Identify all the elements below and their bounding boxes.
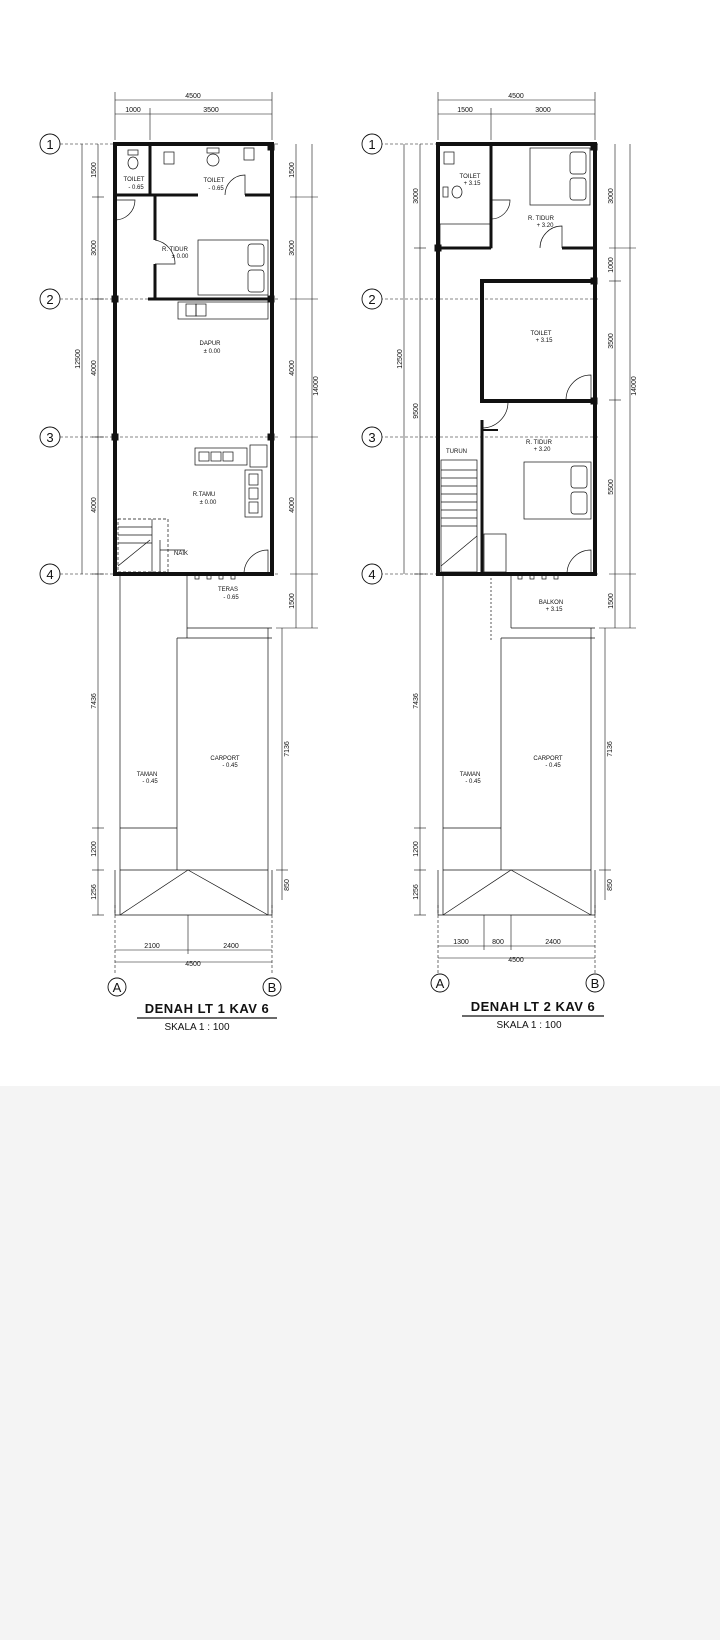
blank-area xyxy=(0,1086,720,1640)
bed-icon xyxy=(530,148,590,205)
label-toilet: TOILET xyxy=(203,178,225,184)
label-carport: CARPORT xyxy=(210,756,240,762)
label-bedroom: R. TIDUR xyxy=(162,247,188,253)
fixtures-lt1 xyxy=(128,148,268,517)
label-terrace: TERAS xyxy=(217,587,239,593)
dim-right-0: 3000 xyxy=(608,188,615,204)
plan-scale: SKALA 1 : 100 xyxy=(496,1020,562,1031)
label-toilet: TOILET xyxy=(123,177,145,183)
dim-left-1: 3000 xyxy=(91,240,98,256)
level-toilet: + 3.15 xyxy=(535,338,553,344)
walls-lt1 xyxy=(112,144,274,574)
dimensions-top-lt2 xyxy=(438,92,595,140)
label-living: R.TAMU xyxy=(192,492,216,498)
dim-bottom-m: 800 xyxy=(492,939,504,946)
dim-left-4: 7436 xyxy=(91,693,98,709)
dim-top-a: 1500 xyxy=(457,107,473,114)
side-table-icon xyxy=(250,445,267,467)
grid-label-2: 2 xyxy=(368,292,376,307)
dim-left-0: 3000 xyxy=(413,188,420,204)
plan-lt2 xyxy=(362,92,638,1031)
dim-bottom-a: 1300 xyxy=(453,939,469,946)
title-block-lt1 xyxy=(137,1001,277,1033)
dim-top-b: 3000 xyxy=(535,107,551,114)
label-garden: TAMAN xyxy=(136,772,158,778)
grid-bubbles-lt1 xyxy=(40,134,281,996)
plan-lt1 xyxy=(40,92,320,1033)
title-block-lt2 xyxy=(462,999,604,1031)
dim-right-5: 7136 xyxy=(284,741,291,757)
bed-icon xyxy=(198,240,268,295)
dim-right-2: 4000 xyxy=(289,360,296,376)
dim-left-3: 4000 xyxy=(91,497,98,513)
dim-right-total: 14000 xyxy=(313,376,320,396)
dim-right-3: 5500 xyxy=(608,479,615,495)
dim-left-4: 1256 xyxy=(413,884,420,900)
dim-bottom-b: 2400 xyxy=(545,939,561,946)
dim-left-2: 4000 xyxy=(91,360,98,376)
doors-lt2 xyxy=(482,200,591,574)
level-bedroom: + 3.20 xyxy=(536,223,554,229)
toilet-bowl-icon xyxy=(207,154,219,166)
level-garden: - 0.45 xyxy=(465,779,481,785)
site-lt2 xyxy=(438,573,595,915)
dim-bottom-total: 4500 xyxy=(185,961,201,968)
grid-label-3: 3 xyxy=(46,430,54,445)
label-bedroom: R. TIDUR xyxy=(526,440,552,446)
level-living: ± 0.00 xyxy=(199,500,217,506)
label-bedroom: R. TIDUR xyxy=(528,216,554,222)
level-terrace: - 0.65 xyxy=(223,595,239,601)
level-toilet: - 0.65 xyxy=(208,186,224,192)
label-balcony: BALKON xyxy=(538,600,564,606)
sofa-icon xyxy=(245,470,262,517)
stair-lt1 xyxy=(118,519,185,572)
dimensions-left-lt1 xyxy=(75,144,104,915)
dim-top-b: 3500 xyxy=(203,107,219,114)
dimensions-left-lt2 xyxy=(397,144,426,915)
dimensions-right-lt2 xyxy=(599,144,638,900)
grid-label-1: 1 xyxy=(368,137,376,152)
level-toilet: - 0.65 xyxy=(128,185,144,191)
dim-left-6: 1256 xyxy=(91,884,98,900)
label-carport: CARPORT xyxy=(533,756,563,762)
bed-icon xyxy=(524,462,591,519)
dim-left-1: 9500 xyxy=(413,403,420,419)
dim-top-total: 4500 xyxy=(508,93,524,100)
walls-lt2 xyxy=(435,144,597,574)
dim-left-2: 7436 xyxy=(413,693,420,709)
label-toilet: TOILET xyxy=(530,331,552,337)
dim-right-0: 1500 xyxy=(289,162,296,178)
grid-label-4: 4 xyxy=(368,567,376,582)
dim-left-0: 1500 xyxy=(91,162,98,178)
level-bedroom: + 3.20 xyxy=(533,447,551,453)
label-stair-down: TURUN xyxy=(446,449,467,455)
toilet-bowl-icon xyxy=(452,186,462,198)
grid-label-b: B xyxy=(590,976,600,991)
grid-label-4: 4 xyxy=(46,567,54,582)
dim-right-6: 850 xyxy=(607,879,614,891)
dim-right-4: 1500 xyxy=(608,593,615,609)
site-lt1 xyxy=(115,573,272,915)
dim-top-total: 4500 xyxy=(185,93,201,100)
label-toilet: TOILET xyxy=(459,174,481,180)
level-kitchen: ± 0.00 xyxy=(203,349,221,355)
label-kitchen: DAPUR xyxy=(199,341,221,347)
grid-label-b: B xyxy=(267,980,277,995)
dim-left-5: 1200 xyxy=(91,841,98,857)
grid-label-a: A xyxy=(435,976,445,991)
dim-right-4: 1500 xyxy=(289,593,296,609)
level-bedroom: ± 0.00 xyxy=(171,254,189,260)
grid-label-a: A xyxy=(112,980,122,995)
level-carport: - 0.45 xyxy=(222,763,238,769)
dimensions-right-lt1 xyxy=(276,144,320,900)
sink-icon xyxy=(164,152,174,164)
sink-icon xyxy=(444,152,454,164)
dim-right-2: 3500 xyxy=(608,333,615,349)
level-toilet: + 3.15 xyxy=(463,181,481,187)
dim-bottom-total: 4500 xyxy=(508,957,524,964)
sink-icon xyxy=(244,148,254,160)
label-garden: TAMAN xyxy=(459,772,481,778)
level-garden: - 0.45 xyxy=(142,779,158,785)
room-labels-lt2 xyxy=(446,174,563,785)
dim-top-a: 1000 xyxy=(125,107,141,114)
dim-bottom-b: 2400 xyxy=(223,943,239,950)
room-labels-lt1 xyxy=(124,177,240,785)
level-carport: - 0.45 xyxy=(545,763,561,769)
grid-label-2: 2 xyxy=(46,292,54,307)
dim-left-3: 1200 xyxy=(413,841,420,857)
stair-lt2 xyxy=(441,460,506,572)
plan-title: DENAH LT 1 KAV 6 xyxy=(144,1001,270,1016)
dim-right-6: 850 xyxy=(284,879,291,891)
dim-right-total: 14000 xyxy=(631,376,638,396)
plan-scale: SKALA 1 : 100 xyxy=(164,1022,230,1033)
dim-right-1: 1000 xyxy=(608,257,615,273)
dim-left-total: 12500 xyxy=(75,349,82,369)
dimensions-bottom-lt1 xyxy=(115,915,272,968)
dimensions-top-lt1 xyxy=(115,92,272,140)
dim-right-5: 7136 xyxy=(607,741,614,757)
grid-label-3: 3 xyxy=(368,430,376,445)
level-balcony: + 3.15 xyxy=(545,607,563,613)
dim-left-total: 12500 xyxy=(397,349,404,369)
dim-right-1: 3000 xyxy=(289,240,296,256)
grid-label-1: 1 xyxy=(46,137,54,152)
dim-right-3: 4000 xyxy=(289,497,296,513)
shower-icon xyxy=(440,224,492,248)
dimensions-bottom-lt2 xyxy=(438,915,595,964)
toilet-bowl-icon xyxy=(128,157,138,169)
dim-bottom-a: 2100 xyxy=(144,943,160,950)
kitchen-counter-icon xyxy=(178,302,268,319)
fixtures-lt2 xyxy=(440,148,591,519)
label-stair-up: NAIK xyxy=(174,551,189,557)
plan-title: DENAH LT 2 KAV 6 xyxy=(470,999,596,1014)
